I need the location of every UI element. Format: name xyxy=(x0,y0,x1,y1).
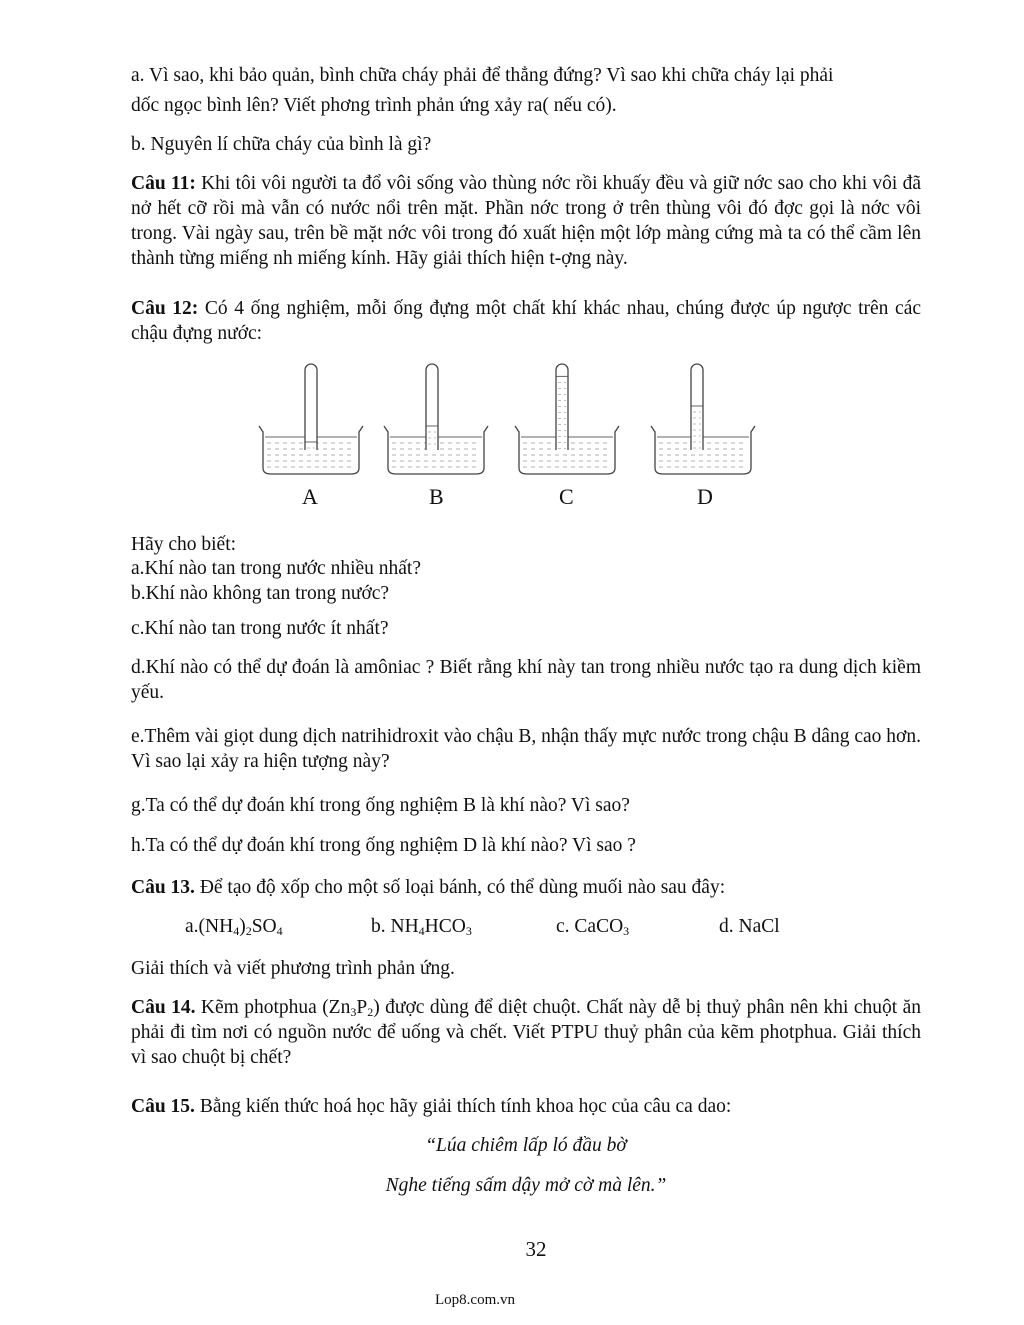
q12-e: e.Thêm vài giọt dung dịch natrihidroxit vào chậu B, nhận thấy mực nước trong chậu B dâng cao hơn. Vì sao lại xảy ra hiện tượng này? xyxy=(131,726,921,772)
q13-option-c: c. CaCO$_3$ xyxy=(556,916,630,938)
q13-option-d: d. NaCl xyxy=(719,916,780,937)
q12-b: b.Khí nào không tan trong nước? xyxy=(131,583,390,604)
q13-text: Để tạo độ xốp cho một số loại bánh, có thể dùng muối nào sau đây: xyxy=(194,877,726,898)
q15-text: Bằng kiến thức hoá học hãy giải thích tính khoa học của câu ca dao: xyxy=(194,1096,732,1117)
q15-question xyxy=(131,1094,731,1119)
q10-b: b. Nguyên lí chữa cháy của bình là gì? xyxy=(131,134,432,155)
q12-g: g.Ta có thể dự đoán khí trong ống nghiệm B là khí nào? Vì sao? xyxy=(131,795,630,816)
q12-c: c.Khí nào tan trong nước ít nhất? xyxy=(131,618,389,639)
tube-label-c: C xyxy=(559,484,574,509)
q10-a-line2: dốc ngọc bình lên? Viết phơng trình phản ứng xảy ra( nếu có). xyxy=(131,95,617,116)
tube-label-a: A xyxy=(302,484,318,509)
footer-site: Lop8.com.vn xyxy=(435,1292,515,1308)
q12-label: Câu 12: xyxy=(131,298,199,319)
q12-h: h.Ta có thể dự đoán khí trong ống nghiệm D là khí nào? Vì sao ? xyxy=(131,835,636,856)
q13-option-b: b. $NH_4HCO_3$ xyxy=(371,916,472,938)
q13-option-a: $a.(NH_4)_2SO_4$ xyxy=(185,916,283,938)
q13-question xyxy=(131,875,725,900)
q12-intro: Hãy cho biết: xyxy=(131,534,237,555)
page-number: 32 xyxy=(525,1237,547,1261)
q13-after: Giải thích và viết phương trình phản ứng. xyxy=(131,958,455,979)
tube-label-b: B xyxy=(429,484,444,509)
q12-text: Có 4 ống nghiệm, mỗi ống đựng một chất khí khác nhau, chúng được úp ngược trên các chậu đựng nước: xyxy=(131,298,922,344)
q15-verse-1: “Lúa chiêm lấp ló đầu bờ xyxy=(425,1135,627,1156)
q14-label: Câu 14. xyxy=(131,997,196,1018)
tube-label-d: D xyxy=(697,484,713,509)
q14-paragraph: Câu 14. Kẽm photphua $(Zn_3P_2)$ được dùng để diệt chuột. Chất này dễ bị thuỷ phân nên khi chuột ăn phải đi tìm nơi có nguồn nước để uống và chết. Viết PTPU thuỷ phân của kẽm photphua. Giải thích vì sao chuột bị chết? xyxy=(131,997,921,1068)
q13-label: Câu 13. xyxy=(131,877,195,898)
q11-text: Khi tôi vôi người ta đổ vôi sống vào thùng nớc rồi khuấy đều và giữ nớc sao cho khi vôi đã nở hết cỡ rồi mà vẫn có nước nổi trên mặt. Phần nớc trong ở trên thùng vôi đó đợc gọi là nớc vôi trong. Vài ngày sau, trên bề mặt nớc vôi trong đó xuất hiện một lớp màng cứng mà ta có thể cầm lên thành từng miếng nh miếng kính. Hãy giải thích hiện t-ợng này. xyxy=(131,173,921,269)
q12-d: d.Khí nào có thể dự đoán là amôniac ? Biết rằng khí này tan trong nhiều nước tạo ra dung dịch kiềm yếu. xyxy=(131,657,921,703)
q12-a: a.Khí nào tan trong nước nhiều nhất? xyxy=(131,558,422,579)
q11-label: Câu 11: xyxy=(131,173,196,194)
q15-label: Câu 15. xyxy=(131,1096,195,1117)
q10-a-line1: a. Vì sao, khi bảo quản, bình chữa cháy phải để thẳng đứng? Vì sao khi chữa cháy lại phải xyxy=(131,65,834,86)
q15-verse-2: Nghe tiếng sấm dậy mở cờ mà lên.” xyxy=(385,1175,667,1196)
